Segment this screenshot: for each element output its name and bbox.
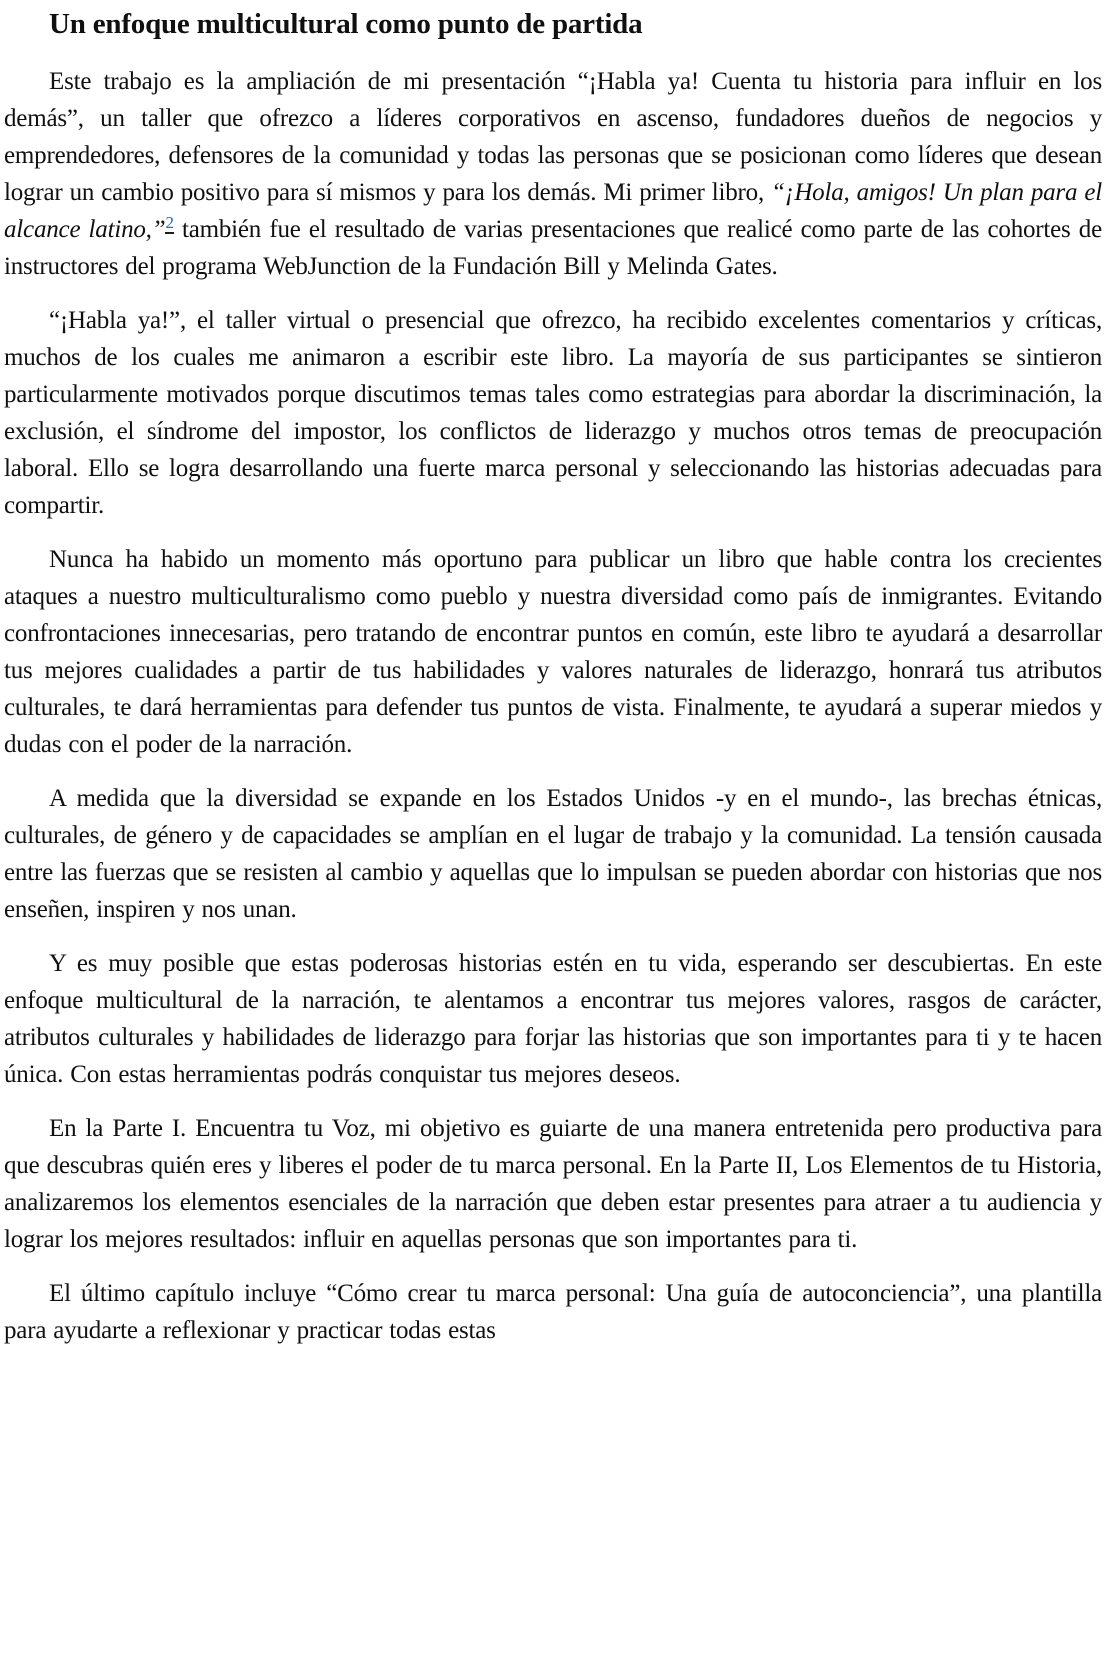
footnote-ref-link[interactable]: 2: [165, 212, 174, 232]
paragraph: [4, 945, 1102, 1093]
paragraph: [4, 1275, 1102, 1349]
text-run: Este trabajo es la ampliación de mi presentación “¡Habla ya! Cuenta tu historia para influir en los demás”, un taller que ofrezco a líderes corporativos en ascenso, fundadores dueños de negocios y emprendedores, defensores de la comunidad y todas las personas que se posicionan como líderes que desean lograr un cambio positivo para sí mismos y para los demás. Mi primer libro,: [4, 68, 1102, 206]
paragraph: [4, 63, 1102, 285]
paragraph: [4, 1110, 1102, 1258]
text-run: Nunca ha habido un momento más oportuno para publicar un libro que hable contra los crecientes ataques a nuestro multiculturalismo como pueblo y nuestra diversidad como país de inmigrantes. Evitando confrontaciones innecesarias, pero tratando de encontrar puntos en común, este libro te ayudará a desarrollar tus mejores cualidades a partir de tus habilidades y valores naturales de liderazgo, honrará tus atributos culturales, te dará herramientas para defender tus puntos de vista. Finalmente, te ayudará a superar miedos y dudas con el poder de la narración.: [4, 546, 1102, 758]
paragraph: [4, 541, 1102, 763]
text-run: también fue el resultado de varias presentaciones que realicé como parte de las cohortes de instructores del programa WebJunction de la Fundación Bill y Melinda Gates.: [4, 216, 1102, 280]
text-run: En la Parte I. Encuentra tu Voz, mi objetivo es guiarte de una manera entretenida pero productiva para que descubras quién eres y liberes el poder de tu marca personal. En la Parte II, Los Elementos de tu Historia, analizaremos los elementos esenciales de la narración que deben estar presentes para atraer a tu audiencia y lograr los mejores resultados: influir en aquellas personas que son importantes para ti.: [4, 1115, 1102, 1253]
body-text: [4, 63, 1102, 1349]
text-run: El último capítulo incluye “Cómo crear tu marca personal: Una guía de autoconciencia”, una plantilla para ayudarte a reflexionar y practicar todas estas: [4, 1280, 1102, 1344]
paragraph: [4, 780, 1102, 928]
paragraph: [4, 302, 1102, 524]
section-heading: Un enfoque multicultural como punto de partida: [49, 8, 643, 40]
text-run: “¡Habla ya!”, el taller virtual o presencial que ofrezco, ha recibido excelentes comentarios y críticas, muchos de los cuales me animaron a escribir este libro. La mayoría de sus participantes se sintieron particularmente motivados porque discutimos temas tales como estrategias para abordar la discriminación, la exclusión, el síndrome del impostor, los conflictos de liderazgo y muchos otros temas de preocupación laboral. Ello se logra desarrollando una fuerte marca personal y seleccionando las historias adecuadas para compartir.: [4, 307, 1102, 519]
book-title-italic: “¡Hola, amigos! Un plan para el alcance latino,”: [4, 179, 1102, 243]
text-run: A medida que la diversidad se expande en los Estados Unidos -y en el mundo-, las brechas étnicas, culturales, de género y de capacidades se amplían en el lugar de trabajo y la comunidad. La tensión causada entre las fuerzas que se resisten al cambio y aquellas que lo impulsan se pueden abordar con historias que nos enseñen, inspiren y nos unan.: [4, 785, 1102, 923]
text-run: Y es muy posible que estas poderosas historias estén en tu vida, esperando ser descubiertas. En este enfoque multicultural de la narración, te alentamos a encontrar tus mejores valores, rasgos de carácter, atributos culturales y habilidades de liderazgo para forjar las historias que son importantes para ti y te hacen única. Con estas herramientas podrás conquistar tus mejores deseos.: [4, 950, 1102, 1088]
